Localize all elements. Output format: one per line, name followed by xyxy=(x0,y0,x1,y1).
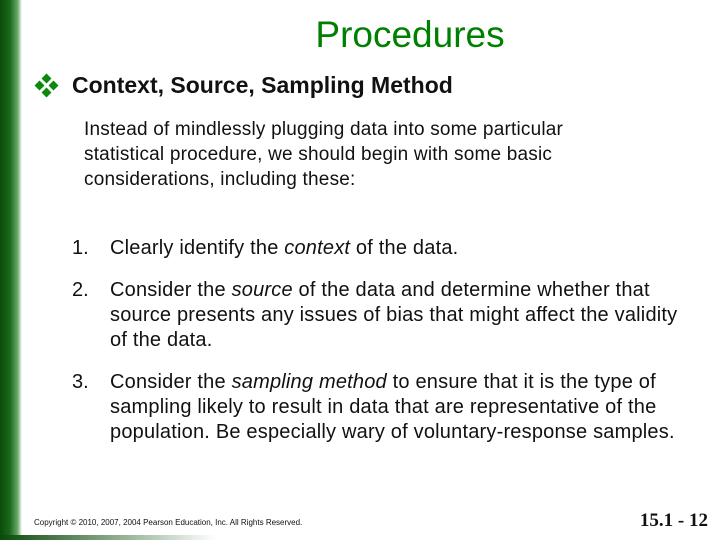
side-bar xyxy=(0,0,22,540)
list-item-text: Clearly identify the context of the data. xyxy=(110,237,459,259)
list-item xyxy=(72,370,692,445)
section-heading xyxy=(36,72,453,99)
bottom-rule xyxy=(0,535,720,540)
list-item-number: 2. xyxy=(72,279,89,301)
copyright-notice: Copyright © 2010, 2007, 2004 Pearson Education, Inc. All Rights Reserved. xyxy=(34,518,303,527)
section-heading-text: Context, Source, Sampling Method xyxy=(72,72,453,98)
list-item-text: Consider the sampling method to ensure that it is the type of sampling likely to result in data that are representative of the population. Be especially wary of voluntary-response samples. xyxy=(110,371,675,443)
slide-title: Procedures xyxy=(315,14,505,55)
considerations-list xyxy=(72,236,692,462)
emphasis: sampling method xyxy=(231,371,387,393)
emphasis: source xyxy=(231,279,293,301)
list-item xyxy=(72,236,692,261)
list-item-text: Consider the source of the data and determine whether that source presents any issues of bias that might affect the validity of the data. xyxy=(110,279,678,351)
intro-paragraph: Instead of mindlessly plugging data into some particular statistical procedure, we should begin with some basic considerations, including these: xyxy=(84,119,564,190)
list-item-number: 3. xyxy=(72,371,89,393)
list-item xyxy=(72,278,692,353)
diamond-bullet-icon xyxy=(36,75,58,97)
slide-number: 15.1 - 12 xyxy=(639,510,708,531)
emphasis: context xyxy=(284,237,351,259)
list-item-number: 1. xyxy=(72,237,89,259)
